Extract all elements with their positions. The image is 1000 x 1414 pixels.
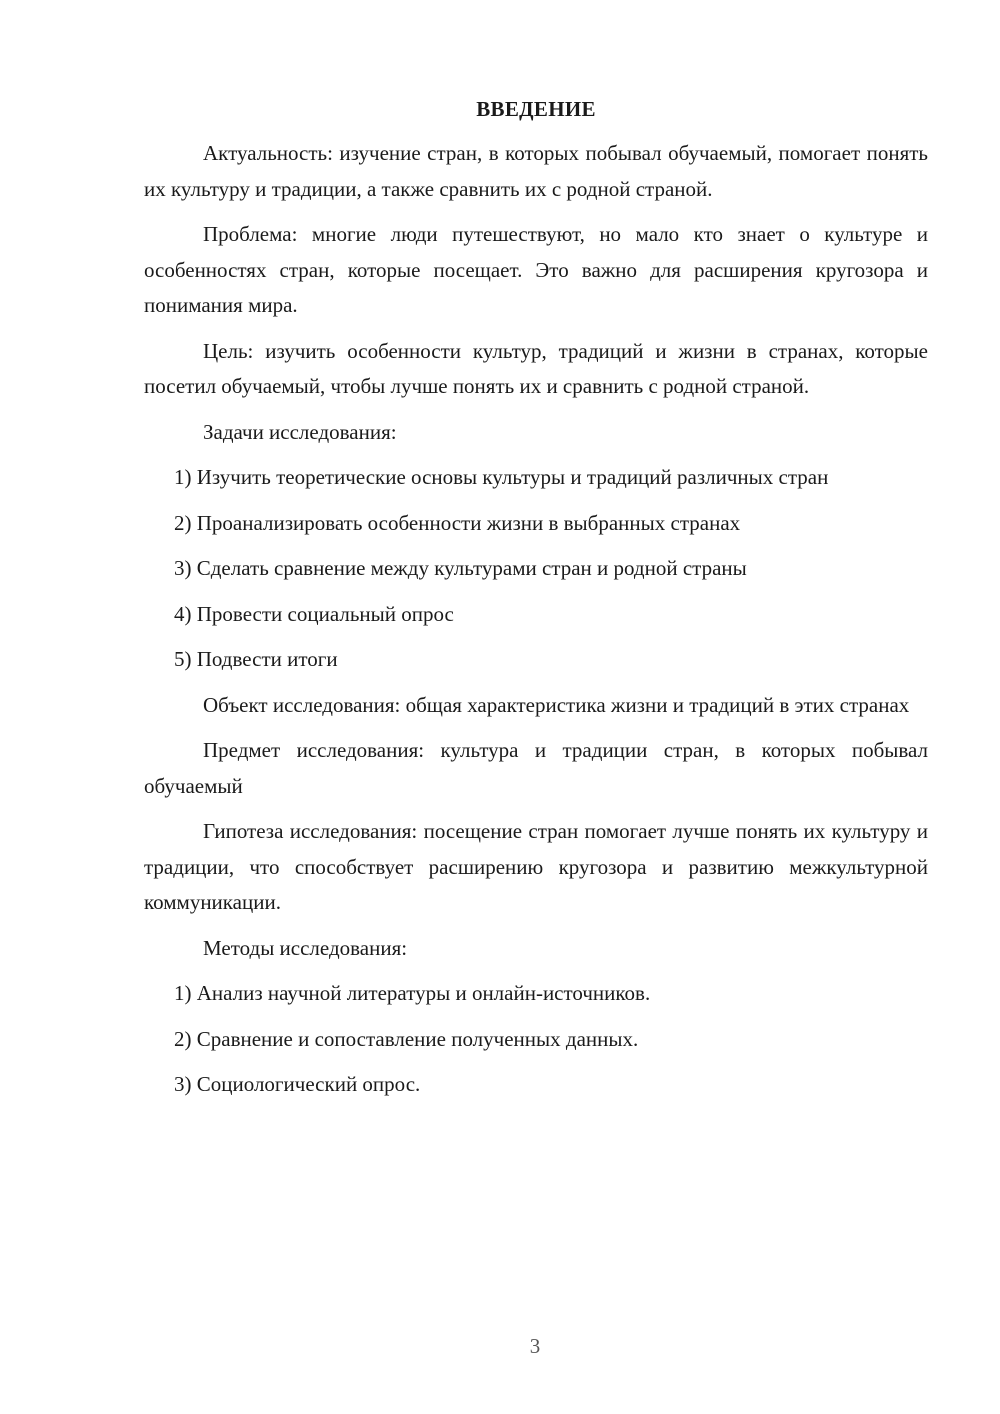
methods-heading: Методы исследования:	[203, 935, 408, 960]
task-item-4: 4) Провести социальный опрос	[174, 601, 454, 626]
problem-paragraph: Проблема: многие люди путешествуют, но мало кто знает о культуре и особенностях стран, которые посещает. Это важно для расширения кругозора и понимания мира.	[144, 222, 928, 317]
method-item-2: 2) Сравнение и сопоставление полученных данных.	[174, 1026, 639, 1051]
document-page	[144, 96, 928, 1113]
page-number: 3	[529, 1334, 541, 1358]
object-paragraph: Объект исследования: общая характеристика жизни и традиций в этих странах	[203, 692, 910, 717]
tasks-heading: Задачи исследования:	[203, 419, 397, 444]
task-item-5: 5) Подвести итоги	[174, 647, 338, 671]
task-item-1: 1) Изучить теоретические основы культуры и традиций различных стран	[174, 465, 829, 489]
task-item-3: 3) Сделать сравнение между культурами стран и родной страны	[174, 556, 747, 580]
method-item-1: 1) Анализ научной литературы и онлайн-источников.	[174, 981, 651, 1005]
relevance-paragraph: Актуальность: изучение стран, в которых побывал обучаемый, помогает понять их культуру и традиции, а также сравнить их с родной страной.	[144, 141, 928, 201]
goal-paragraph: Цель: изучить особенности культур, традиций и жизни в странах, которые посетил обучаемый, чтобы лучше понять их и сравнить с родной страной.	[144, 338, 928, 398]
method-item-3: 3) Социологический опрос.	[174, 1072, 421, 1096]
page-title: ВВЕДЕНИЕ	[476, 97, 596, 121]
subject-paragraph: Предмет исследования: культура и традиции стран, в которых побывал обучаемый	[144, 738, 928, 798]
hypothesis-paragraph: Гипотеза исследования: посещение стран помогает лучше понять их культуру и традиции, что способствует расширению кругозора и развитию межкультурной коммуникации.	[144, 819, 928, 914]
task-item-2: 2) Проанализировать особенности жизни в выбранных странах	[174, 510, 741, 535]
